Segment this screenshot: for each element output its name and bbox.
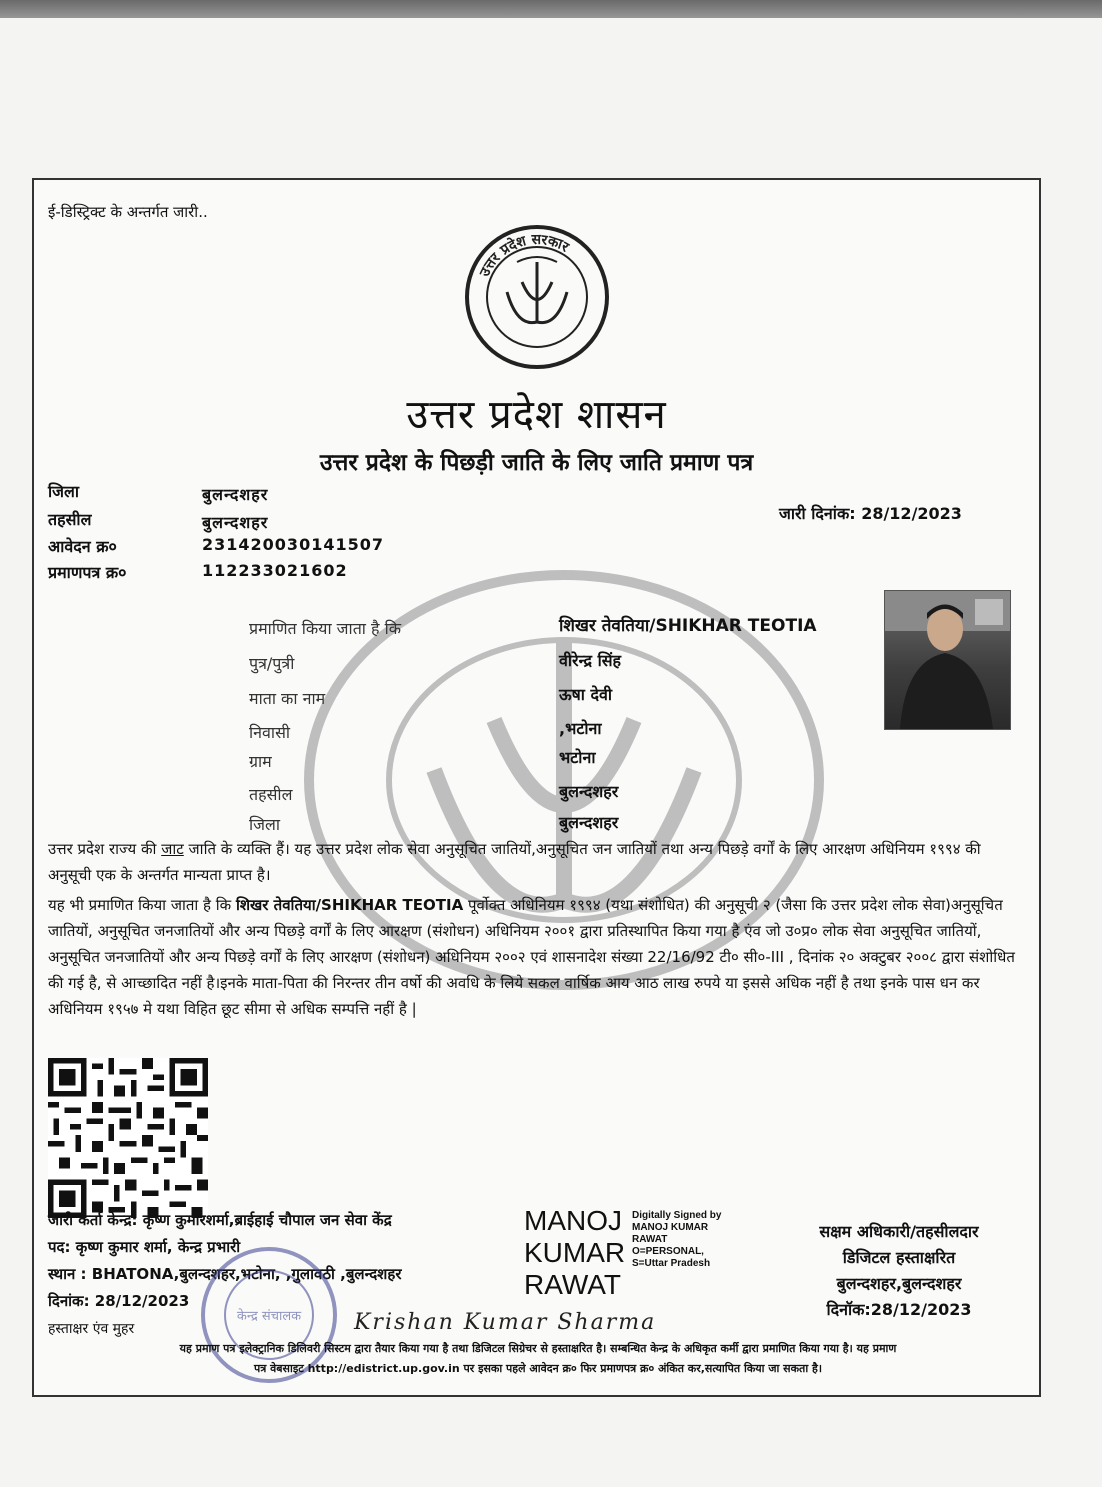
caste-statement: [48, 836, 1023, 888]
eligibility-statement: [48, 892, 1023, 1022]
digital-signature-name-line2: KUMAR: [524, 1237, 626, 1268]
issuer-centre: जारी कर्ता केन्द्र: कृष्ण कुमारशर्मा,ब्राईहाई चौपाल जन सेवा केंद्र: [48, 1211, 392, 1229]
digital-signature-details: [632, 1210, 721, 1270]
dsig-detail-line: RAWAT: [632, 1234, 668, 1245]
certificate-subtitle: उत्तर प्रदेश के पिछड़ी जाति के लिए जाति प्रमाण पत्र: [319, 450, 754, 476]
district-label: जिला: [48, 482, 80, 501]
verification-qr-code: [48, 1058, 208, 1218]
field-label-resident: निवासी: [249, 723, 291, 742]
field-value-district: बुलन्दशहर: [559, 813, 619, 832]
officer-place: बुलन्दशहर,बुलन्दशहर: [836, 1274, 962, 1293]
svg-text:उत्तर प्रदेश सरकार: [476, 232, 572, 280]
field-value-father: वीरेन्द्र सिंह: [559, 651, 622, 670]
verification-notice-line1: यह प्रमाण पत्र इलेक्ट्रानिक डिलिवरी सिस्टम द्वारा तैयार किया गया है तथा डिजिटल सिग्रेचर से हस्ताक्षरित है। सम्बन्धित केन्द्र के अधिकृत कर्मी द्वारा प्रमाणित किया गया है। यह प्रमाण: [179, 1342, 897, 1355]
issue-date: जारी दिनांक: 28/12/2023: [779, 504, 962, 523]
issuer-post: पद: कृष्ण कुमार शर्मा, केन्द्र प्रभारी: [48, 1238, 241, 1256]
caste-statement-pre: उत्तर प्रदेश राज्य की: [48, 840, 162, 858]
officer-title: सक्षम अधिकारी/तहसीलदार: [819, 1222, 979, 1241]
application-number: 231420030141507: [202, 535, 384, 554]
tehsil-value: बुलन्दशहर: [202, 513, 269, 532]
application-label: आवेदन क्र०: [48, 537, 117, 556]
officer-signed: डिजिटल हस्ताक्षरित: [842, 1248, 956, 1267]
applicant-photo: [884, 590, 1011, 730]
certificate-label: प्रमाणपत्र क्र०: [48, 563, 127, 582]
field-label-certified: प्रमाणित किया जाता है कि: [249, 619, 402, 638]
field-value-name: शिखर तेवतिया/SHIKHAR TEOTIA: [559, 616, 817, 636]
digital-signature-name: [524, 1205, 625, 1301]
caste-certificate: [32, 178, 1041, 1397]
stamp-text: केन्द्र संचालक: [236, 1309, 302, 1324]
certificate-number: 112233021602: [202, 561, 348, 580]
field-label-tehsil: तहसील: [249, 785, 293, 804]
issuer-place: स्थान : BHATONA,बुलन्दशहर,भटोना, ,गुलावठी ,बुलन्दशहर: [48, 1265, 402, 1283]
eligibility-statement-post: पूर्वोक्त अधिनियम १९९४ (यथा संशोधित) की अनुसूची २ (जैसा कि उत्तर प्रदेश लोक सेवा)अनुसूचित जातियों, अनुसूचित जनजातियों और अन्य पिछड़े वर्गों के लिए आरक्षण (संशोधन) अधिनियम २००१ द्वारा प्रतिस्थापित किया गया है एंव जो उ०प्र० लोक सेवा अनुसूचित जातियों, अनुसूचित जनजातियों और अन्य पिछड़े वर्गों के लिए आरक्षण (संशोधन) अधिनियम २००२ एवं शासनादेश संख्या 22/16/92 टी० सी०-III , दिनांक २० अक्टुबर २००८ द्वारा संशोधित की गई है, से आच्छादित नहीं है।इनके माता-पिता की निरन्तर तीन वर्षो की अवधि के लिये सकल वार्षिक आय आठ लाख रुपये या इससे अधिक नहीं है तथा इनके पास धन कर अधिनियम १९५७ मे यथा विहित छूट सीमा से अधिक सम्पत्ति नहीं है |: [48, 896, 1015, 1018]
dsig-detail-line: MANOJ KUMAR: [632, 1222, 709, 1233]
dsig-detail-line: S=Uttar Pradesh: [632, 1258, 711, 1269]
field-label-mother: माता का नाम: [249, 689, 326, 708]
issuer-date: दिनांक: 28/12/2023: [48, 1292, 190, 1310]
field-label-village: ग्राम: [249, 752, 272, 771]
dsig-detail-line: Digitally Signed by: [632, 1210, 722, 1221]
tehsil-label: तहसील: [48, 510, 92, 529]
applicant-silhouette-icon: [885, 591, 1010, 729]
handwritten-signature: Krishan Kumar Sharma: [354, 1310, 657, 1335]
dsig-detail-line: O=PERSONAL,: [632, 1246, 704, 1257]
page-title: उत्तर प्रदेश शासन: [406, 392, 667, 438]
field-value-tehsil: बुलन्दशहर: [559, 782, 619, 801]
paper-sheet: [0, 18, 1102, 1487]
district-value: बुलन्दशहर: [202, 485, 269, 504]
eligibility-name: शिखर तेवतिया/SHIKHAR TEOTIA: [235, 896, 464, 914]
field-value-resident: ,भटोना: [559, 719, 602, 738]
digital-signature-name-line1: MANOJ: [524, 1205, 622, 1236]
officer-date: दिनॉक:28/12/2023: [826, 1300, 972, 1319]
issuer-sign-label: हस्ताक्षर एंव मुहर: [48, 1321, 135, 1337]
caste-name: जाट: [161, 840, 184, 858]
field-value-mother: ऊषा देवी: [559, 685, 613, 704]
field-label-son-daughter: पुत्र/पुत्री: [249, 654, 295, 673]
emblem-arc-text: उत्तर प्रदेश सरकार: [476, 231, 572, 280]
header-note: ई-डिस्ट्रिक्ट के अन्तर्गत जारी..: [48, 203, 208, 221]
verification-notice-line2: पत्र वेबसाइट http://edistrict.up.gov.in पर इसका पहले आवेदन क्र० फिर प्रमाणपत्र क्र० अंकित कर,सत्यापित किया जा सकता है।: [253, 1362, 823, 1375]
field-label-district: जिला: [249, 815, 281, 834]
field-value-village: भटोना: [559, 748, 596, 767]
up-government-emblem-icon: [462, 222, 612, 372]
caste-statement-post: जाति के व्यक्ति हैं। यह उत्तर प्रदेश लोक सेवा अनुसूचित जातियों,अनुसूचित जन जातियों तथा अन्य पिछड़े वर्गों के लिए आरक्षण अधिनियम १९९४ की अनुसूची एक के अन्तर्गत मान्यता प्राप्त है।: [48, 840, 981, 884]
digital-signature-name-line3: RAWAT: [524, 1269, 621, 1300]
eligibility-statement-pre: यह भी प्रमाणित किया जाता है कि: [48, 896, 236, 914]
